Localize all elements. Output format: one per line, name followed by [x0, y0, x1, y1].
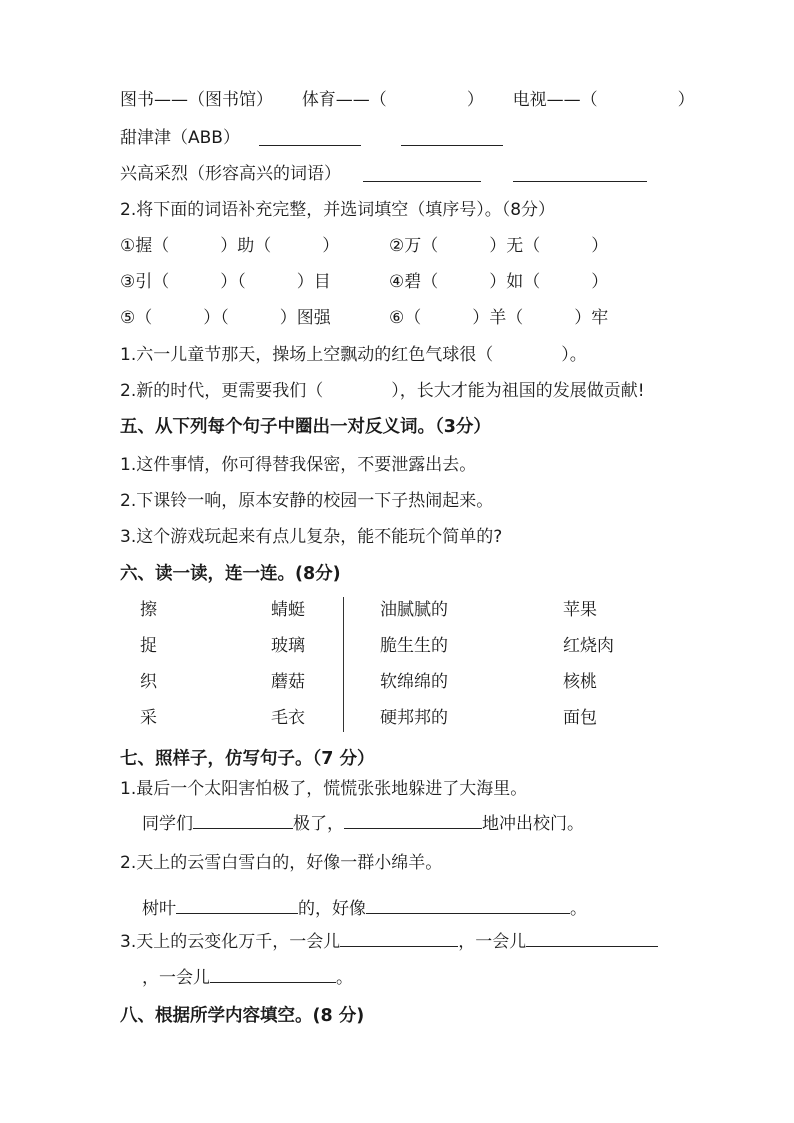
imitate-sentence-2: 树叶 的，好像 。: [142, 899, 587, 919]
imitate-sentence-1: 同学们 极了， 地冲出校门。: [142, 814, 584, 834]
antonym-sentence-2[interactable]: 2.下课铃一响，原本安静的校园一下子热闹起来。: [120, 491, 494, 511]
sports-prompt: 体育——（: [301, 90, 387, 110]
fill-sentence-1[interactable]: 1.六一儿童节那天，操场上空飘动的红色气球很（ ）。: [120, 345, 587, 365]
imitate-3-blank-3[interactable]: [210, 966, 336, 983]
row-abb: [120, 127, 240, 149]
happy-label: 兴高采烈（形容高兴的词语）: [120, 164, 341, 184]
noun-item[interactable]: 玻璃: [271, 636, 305, 656]
tv-prompt: 电视——（: [512, 90, 598, 110]
row-library: 图书——（图书馆） 体育——（ ） 电视——（ ）: [120, 90, 695, 110]
adjective-item[interactable]: 脆生生的: [380, 636, 448, 656]
row-happy: [120, 163, 341, 185]
imitate-sentence-3: 3.天上的云变化万千，一会儿 ，一会儿: [120, 930, 658, 953]
imitate-2-blank-1[interactable]: [176, 897, 298, 914]
imitate-sentence-3-cont: ，一会儿 。: [142, 968, 353, 988]
imitate-3-blank-2[interactable]: [526, 930, 658, 947]
imitate-1-blank-1[interactable]: [193, 812, 293, 829]
section-8-title: 八、根据所学内容填空。(8 分): [120, 1006, 365, 1026]
antonym-sentence-3[interactable]: 3.这个游戏玩起来有点儿复杂，能不能玩个简单的?: [120, 527, 503, 547]
idiom-item-2[interactable]: ②万（ ）无（ ）: [389, 236, 609, 256]
idiom-item-1[interactable]: ①握（ ）助（ ）: [120, 236, 340, 256]
verb-item[interactable]: 捉: [140, 636, 157, 656]
abb-blank-2[interactable]: [401, 129, 503, 146]
food-item[interactable]: 核桃: [563, 672, 597, 692]
q2-title: 2.将下面的词语补充完整，并选词填空（填序号）。（8分）: [120, 200, 556, 220]
imitate-3-blank-1[interactable]: [340, 930, 458, 947]
verb-item[interactable]: 织: [140, 672, 157, 692]
adjective-item[interactable]: 软绵绵的: [380, 672, 448, 692]
verb-item[interactable]: 采: [140, 708, 157, 728]
tv-answer-blank[interactable]: [598, 89, 678, 105]
happy-blank-1[interactable]: [363, 165, 481, 182]
section-6-title: 六、读一读，连一连。(8分): [120, 564, 341, 584]
noun-item[interactable]: 蜻蜓: [271, 600, 305, 620]
happy-blank-2[interactable]: [513, 165, 647, 182]
example-sentence-2: 2.天上的云雪白雪白的，好像一群小绵羊。: [120, 853, 443, 873]
idiom-item-6[interactable]: ⑥（ ）羊（ ）牢: [389, 308, 609, 328]
imitate-2-blank-2[interactable]: [366, 897, 570, 914]
section-5-title: 五、从下列每个句子中圈出一对反义词。（3分）: [120, 417, 491, 437]
example-sentence-1: 1.最后一个太阳害怕极了，慌慌张张地躲进了大海里。: [120, 779, 528, 799]
verb-item[interactable]: 擦: [140, 600, 157, 620]
match-divider: [343, 597, 344, 732]
noun-item[interactable]: 蘑菇: [271, 672, 305, 692]
idiom-item-5[interactable]: ⑤（ ）（ ）图强: [120, 308, 331, 328]
food-item[interactable]: 苹果: [563, 600, 597, 620]
imitate-1-blank-2[interactable]: [344, 812, 482, 829]
abb-blank-1[interactable]: [259, 129, 361, 146]
antonym-sentence-1[interactable]: 1.这件事情，你可得替我保密，不要泄露出去。: [120, 455, 477, 475]
idiom-item-3[interactable]: ③引（ ）（ ）目: [120, 272, 331, 292]
noun-item[interactable]: 毛衣: [271, 708, 305, 728]
section-7-title: 七、照样子，仿写句子。（7 分）: [120, 749, 375, 769]
sports-answer-blank[interactable]: [387, 89, 467, 105]
example-library: 图书——（图书馆）: [120, 90, 273, 110]
idiom-item-4[interactable]: ④碧（ ）如（ ）: [389, 272, 609, 292]
adjective-item[interactable]: 油腻腻的: [380, 600, 448, 620]
fill-sentence-2[interactable]: 2.新的时代，更需要我们（ ），长大才能为祖国的发展做贡献!: [120, 381, 645, 401]
abb-label: 甜津津（ABB）: [120, 128, 240, 148]
adjective-item[interactable]: 硬邦邦的: [380, 708, 448, 728]
food-item[interactable]: 红烧肉: [563, 636, 614, 656]
food-item[interactable]: 面包: [563, 708, 597, 728]
